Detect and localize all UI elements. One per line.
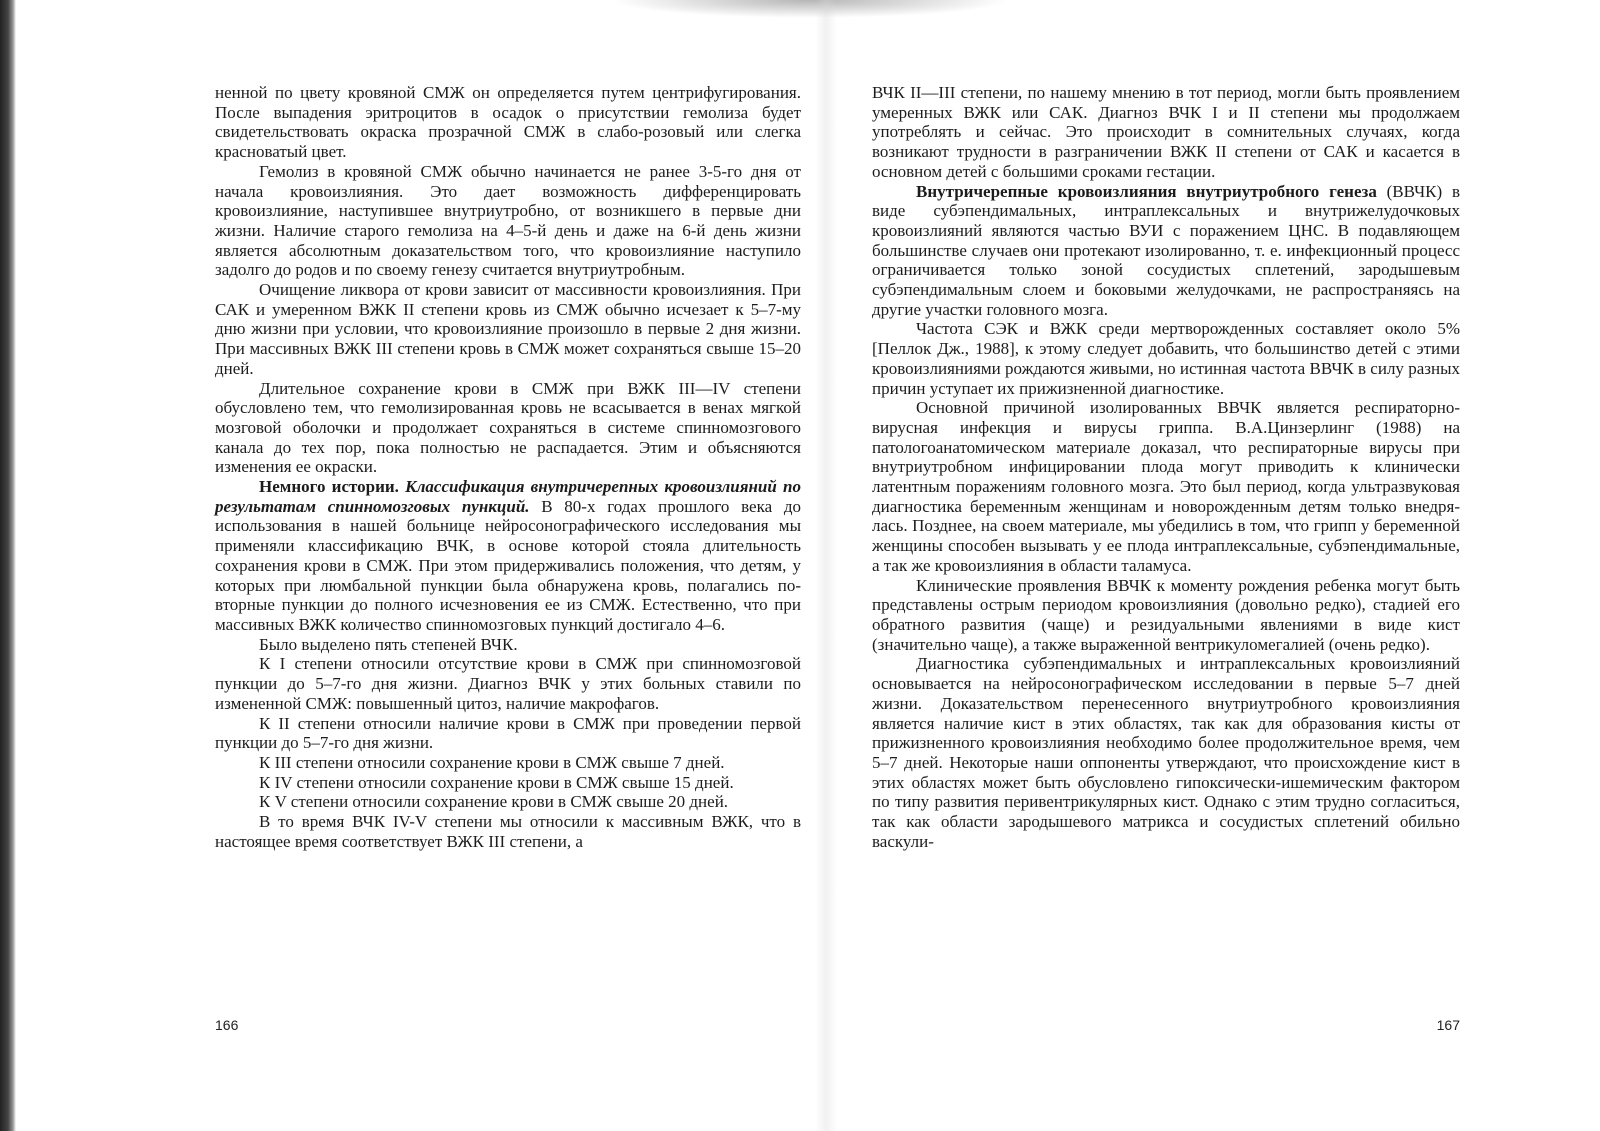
- paragraph: К V степени относили сохранение крови в СМЖ свыше 20 дней.: [259, 792, 729, 812]
- paragraph: Длительное сохранение крови в СМЖ при ВЖК III—IV степени обусловлено тем, что гемолизированная кровь не всасывается в венах мягкой мозговой оболочки и продолжает сохраняться в системе спинномозгового канала до тех пор, пока полностью не распадается. Этим и объясняются изменения ее окраски.: [215, 378, 801, 477]
- paragraph: В то время ВЧК IV-V степени мы относили к массивным ВЖК, что в настоящее время соответствует ВЖК III степени, а: [215, 812, 801, 851]
- paragraph: Гемолиз в кровяной СМЖ обычно начинается не ранее 3-5-го дня от начала кровоизлияния. Это дает возможность дифференцировать кровоизлияние, наступившее внутриутробно, от возникшего в первые дни жизни. Наличие старого гемолиза на 4–5-й день и даже на 6-й день жизни является абсолютным доказательством того, что кровоизлияние наступило задолго до родов и по своему генезу считается внутриутробным.: [215, 161, 801, 280]
- paragraph: Было выделено пять степеней ВЧК.: [259, 634, 518, 654]
- page-number: 167: [1436, 1017, 1460, 1033]
- paragraph: ВЧК II—III степени, по нашему мнению в тот период, могли быть проявлением умеренных ВЖК или САК. Диагноз ВЧК I и II степени мы продолжаем употреблять и сейчас. Это происходит в сомнительных случаях, когда возникают трудности в разграничении ВЖК II степени от САК и касается в основном детей с большими сроками гестации.: [872, 83, 1460, 181]
- right-page: [872, 0, 1460, 1131]
- right-page-text: [872, 83, 1460, 851]
- section-heading: Немного истории.: [259, 477, 399, 497]
- paragraph: [215, 477, 801, 635]
- book-gutter: [815, 0, 837, 1131]
- paragraph: Клинические проявления ВВЧК к моменту рождения ребенка могут быть представлены острым периодом кровоизлияния (довольно редко), стадией его обратного развития (чаще) и резидуальными явлениями в виде кист (значительно чаще), а также выраженной вентрикуломегалией (очень редко).: [872, 575, 1460, 654]
- section-subheading: Классификация внутричерепных кровоизлияний по результатам спинномозговых пункций.: [215, 477, 801, 516]
- paragraph: ненной по цвету кровяной СМЖ он определяется путем центрифугирования. После выпадения эритроцитов в осадок о присутствии гемолиза будет свидетельствовать окраска прозрачной СМЖ в слабо-розовый или слегка красноватый цвет.: [215, 83, 801, 162]
- paragraph: Основной причиной изолированных ВВЧК является респираторно-вирусная инфекция и вирусы гриппа. В.А.Цинзерлинг (1988) на патологоанатомическом материале доказал, что респираторные вирусы при внутриутробном инфицировании плода могут приводить к клинически латентным поражениям головного мозга. Это был период, когда ультразвуковая диагностика беременным женщинам и новорожденным детям только внедрялась. Позднее, на своем материале, мы убедились в том, что грипп у беременной женщины способен вызывать у ее плода интраплексальные, субэпендимальные, а так же кровоизлияния в области таламуса.: [872, 398, 1460, 575]
- paragraph: Частота СЭК и ВЖК среди мертворожденных составляет около 5% [Пеллок Дж., 1988], к этому следует добавить, что большинство детей с этими кровоизлияниями рождаются живыми, но истинная частота ВВЧК в силу разных причин уступает их прижизненной диагностике.: [872, 319, 1460, 398]
- paragraph: К IV степени относили сохранение крови в СМЖ свыше 15 дней.: [259, 772, 734, 792]
- section-heading: Внутричерепные кровоизлияния внутриутробного генеза: [916, 181, 1377, 201]
- paragraph-text: (ВВЧК) в виде субэпендимальных, интраплексальных и внутрижелудочковых кровоизлияний являются частью ВУИ с поражением ЦНС. В подавляющем большинстве случаев они протекают изолированно, т. е. инфекционный процесс ограничивается только зоной сосудистых сплетений, зародышевым субэпендимальным слоем и боковыми желудочками, не распространяясь на другие участки головного мозга.: [872, 181, 1461, 319]
- left-page: [215, 0, 801, 1131]
- paragraph: К III степени относили сохранение крови в СМЖ свыше 7 дней.: [259, 752, 725, 772]
- paragraph: К I степени относили отсутствие крови в СМЖ при спинномозговой пункции до 5–7-го дня жизни. Диагноз ВЧК у этих больных ставили по измененной СМЖ: повышенный цитоз, наличие макрофагов.: [215, 654, 801, 713]
- paragraph-text: В 80-х годах прошлого века до использования в нашей больнице нейросонографического исследования мы применяли классификацию ВЧК, в основе которой стояла длительность сохранения крови в СМЖ. При этом придерживались положения, что детям, у которых при люмбальной пункции была обнаружена кровь, полагались повторные пункции до полного исчезновения ее из СМЖ. Естественно, что при массивных ВЖК количество спинномозговых пункций достигало 4–6.: [215, 496, 801, 634]
- paragraph: Очищение ликвора от крови зависит от массивности кровоизлияния. При САК и умеренном ВЖК II степени кровь из СМЖ обычно исчезает к 5–7-му дню жизни при условии, что кровоизлияние произошло в первые 2 дня жизни. При массивных ВЖК III степени кровь в СМЖ может сохраняться свыше 15–20 дней.: [215, 280, 801, 378]
- paragraph: К II степени относили наличие крови в СМЖ при проведении первой пункции до 5–7-го дня жизни.: [215, 713, 801, 753]
- paragraph: [872, 182, 1460, 320]
- page-number: 166: [215, 1017, 239, 1033]
- paragraph: Диагностика субэпендимальных и интраплексальных кровоизлияний основывается на нейросонографическом исследовании в первые 5–7 дней жизни. Доказательством перенесенного внутриутробного кровоизлияния является наличие кист в этих областях, так как для образования кисты от прижизненного кровоизлияния необходимо более продолжительное время, чем 5–7 дней. Некоторые наши оппоненты утверждают, что происхождение кист в этих областях может быть обусловлено гипоксически-ишемическим фактором по типу развития перивентрикулярных кист. Однако с этим трудно согласиться, так как области зародышевого матрикса и сосудистых сплетений обильно васкули-: [872, 654, 1460, 851]
- left-page-text: [215, 83, 801, 851]
- book-edge-shadow: [0, 0, 16, 1131]
